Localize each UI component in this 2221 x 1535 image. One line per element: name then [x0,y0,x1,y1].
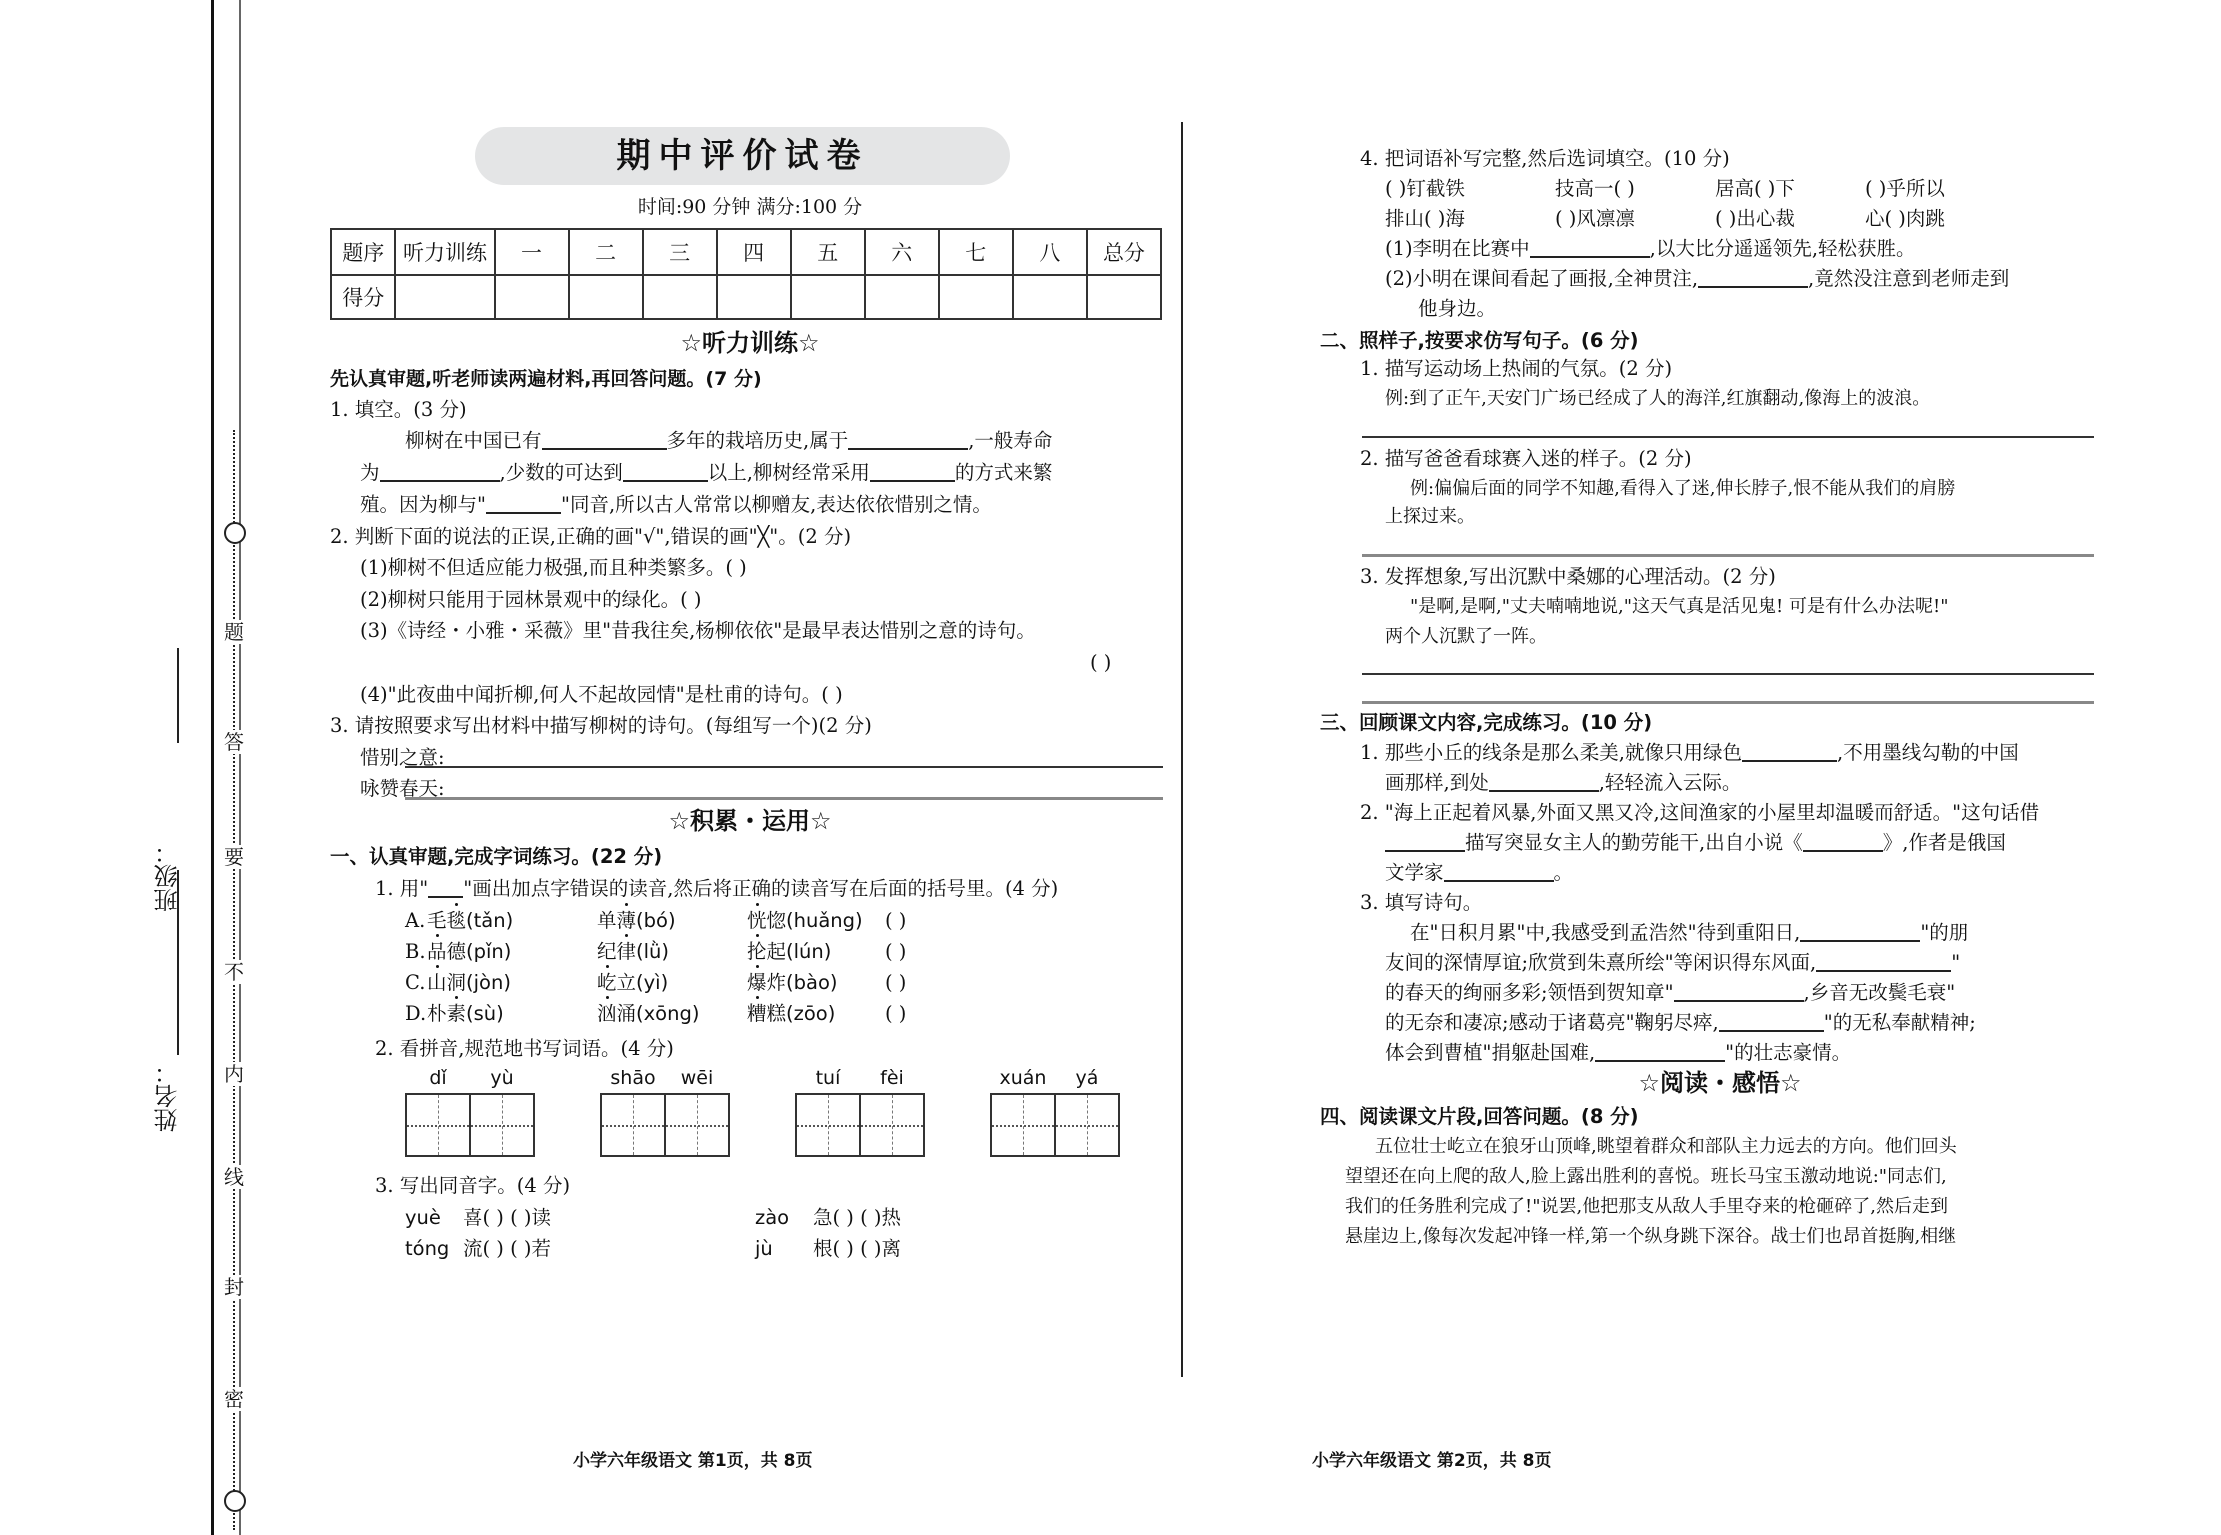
pinyin: tóng [405,1237,450,1260]
pinyin-row [405,908,907,934]
fill-blank[interactable] [1698,266,1808,288]
hanzi: 糟 [747,1002,767,1025]
score-cell[interactable] [643,275,717,319]
hanzi: 薄 [616,909,637,932]
text-segment: ,竟然没注意到老师走到 [1808,267,2010,290]
class-label: 班级： [154,840,182,912]
pinyin-label: fèi [880,1067,904,1089]
p2q3-answer-line[interactable] [1362,673,2094,675]
pinyin: (lǜ) [636,940,670,963]
idiom-fill[interactable]: ( )风凛凛 [1555,207,1635,230]
binding-strip [211,0,241,1535]
word-with-pinyin [427,1001,504,1027]
idiom-fill[interactable]: ( )出心裁 [1715,207,1795,230]
fill-blank[interactable] [542,428,667,450]
p2q1-title: 1. 描写运动场上热闹的气氛。(2 分) [1360,357,1673,380]
fill-blank[interactable] [380,460,500,482]
score-cell[interactable] [939,275,1013,319]
p3q2-line3 [1385,860,1573,886]
tianzige-box[interactable] [405,1093,471,1157]
word-with-pinyin [597,908,676,934]
seal-char: 不 [224,960,244,984]
fill-blank[interactable] [1595,1040,1725,1062]
tianzige-box[interactable] [600,1093,666,1157]
pinyin-row [405,939,907,965]
text-segment: 体会到曹植"捐躯赴国难, [1385,1041,1596,1064]
seal-char: 要 [224,845,244,869]
score-table-header-cell: 四 [717,229,791,275]
text-segment: ,不用墨线勾勒的中国 [1837,741,2019,764]
pinyin: yuè [405,1206,441,1229]
p2q1-example: 例:到了正午,天安门广场已经成了人的海洋,红旗翻动,像海上的波浪。 [1385,388,1931,409]
p1q4-sentence-2 [1385,266,2009,292]
q2-item: (1)柳树不但适应能力极强,而且种类繁多。( ) [360,556,747,579]
text-segment: "的壮志豪情。 [1725,1041,1852,1064]
hanzi: 素 [446,1002,467,1025]
p1q4-title: 4. 把词语补写完整,然后选词填空。(10 分) [1360,147,1730,170]
seal-char: 答 [224,730,244,754]
class-field[interactable] [177,648,179,743]
word-with-pinyin [597,1001,699,1027]
word-with-pinyin [597,939,669,965]
p2q2-title: 2. 描写爸爸看球赛入迷的样子。(2 分) [1360,447,1692,470]
homophone-fill[interactable]: 流( ) ( )若 [463,1237,552,1260]
p1q1-title-start: 1. 用" [375,877,429,900]
hanzi: 毯 [446,909,467,932]
text-segment: 多年的栽培历史,属于 [666,429,849,452]
score-cell[interactable] [495,275,569,319]
fill-blank[interactable] [1800,920,1920,942]
p2q2-answer-line[interactable] [1362,554,2094,557]
pinyin: (lún) [786,940,832,963]
fill-blank[interactable] [848,428,968,450]
fill-blank[interactable] [623,460,708,482]
word-with-pinyin [597,970,668,996]
score-table-header-row [331,229,1161,275]
p2q2-example-cont: 上探过来。 [1385,506,1475,527]
hanzi: 山 [427,971,447,994]
pinyin: (huǎng) [786,909,863,932]
score-table-header-cell: 听力训练 [395,229,494,275]
p1q2-title: 2. 看拼音,规范地书写词语。(4 分) [375,1037,674,1060]
text-segment: ,乡音无改鬓毛衰" [1803,981,1956,1004]
p1q4-sentence-1 [1385,236,1916,262]
hanzi: 屹 [597,971,617,994]
underline-sample [428,876,463,898]
pinyin: (bó) [636,909,676,932]
q3-answer-line[interactable] [405,766,1163,768]
score-table-header-cell: 六 [865,229,939,275]
pinyin-label: tuí [815,1067,841,1089]
text-segment: "的朋 [1920,921,1969,944]
seal-char: 线 [224,1165,244,1189]
hanzi: 单 [597,909,617,932]
score-table-header-cell: 一 [495,229,569,275]
pinyin: (zōo) [786,1002,836,1025]
binding-hole-circle-icon [224,1490,246,1512]
q2-item: (2)柳树只能用于园林景观中的绿化。( ) [360,588,702,611]
text-segment: 在"日积月累"中,我感受到孟浩然"待到重阳日, [1410,921,1801,944]
text-segment: 的春天的绚丽多彩;领悟到贺知章" [1385,981,1674,1004]
q2-item: (4)"此夜曲中闻折柳,何人不起故园情"是杜甫的诗句。( ) [360,683,843,706]
p2q2-example: 例:偏偏后面的同学不知趣,看得入了迷,伸长脖子,恨不能从我们的肩膀 [1410,478,1956,499]
row-label: B. [405,940,426,963]
score-table-header-cell: 三 [643,229,717,275]
idiom-fill[interactable]: 居高( )下 [1715,177,1795,200]
homophone-item [405,1236,551,1262]
hanzi: 品 [427,940,447,963]
p3q1-line1 [1360,740,2019,766]
fill-blank[interactable] [1719,1010,1824,1032]
passage-line: 五位壮士屹立在狼牙山顶峰,眺望着群众和部队主力远去的方向。他们回头 [1375,1136,1957,1157]
pinyin: (sù) [466,1002,504,1025]
text-segment: (1)李明在比赛中 [1385,237,1530,260]
listening-intro: 先认真审题,听老师读两遍材料,再回答问题。(7 分) [330,368,762,390]
part1-title: 一、认真审题,完成字词练习。(22 分) [330,845,663,868]
text-segment: 1. 那些小丘的线条是那么柔美,就像只用绿色 [1360,741,1743,764]
p3q3-title: 3. 填写诗句。 [1360,891,1483,914]
homophone-item [405,1205,551,1231]
p3q2-line2 [1385,830,2006,856]
text-segment: 文学家 [1385,861,1444,884]
score-cell[interactable] [791,275,865,319]
footer-page-1: 小学六年级语文 第1页，共 8页 [573,1451,813,1471]
hanzi: 炸 [766,971,787,994]
word-with-pinyin [747,939,831,965]
hanzi: 律 [616,940,637,963]
q1-line1 [405,428,1052,454]
text-segment: ,轻轻流入云际。 [1598,771,1742,794]
q1-title: 1. 填空。(3 分) [330,398,467,421]
score-cell[interactable] [865,275,939,319]
q2-answer-paren[interactable]: ( ) [1090,651,1112,674]
hanzi: 纪 [597,940,617,963]
hanzi: 毛 [427,909,447,932]
p1q4-sentence-2-cont: 他身边。 [1418,297,1497,320]
text-segment: 的方式来繁 [954,461,1053,484]
p2q1-answer-line[interactable] [1362,436,2094,438]
p1q1-title-end: "画出加点字错误的读音,然后将正确的读音写在后面的括号里。(4 分) [463,877,1059,900]
text-segment: 》,作者是俄国 [1882,831,2006,854]
text-segment: 柳树在中国已有 [405,429,542,452]
section-title-reading: ☆阅读・感悟☆ [1638,1069,1802,1097]
q3-label-spring: 咏赞春天: [360,777,445,800]
word-with-pinyin [747,1001,835,1027]
seal-char: 内 [224,1062,244,1086]
tianzige-box[interactable] [990,1093,1056,1157]
q3-answer-line[interactable] [405,797,1163,800]
pinyin-label: xuán [999,1067,1047,1089]
text-segment: ,以大比分遥遥领先,轻松获胜。 [1649,237,1916,260]
idiom-fill[interactable]: 心( )肉跳 [1865,207,1945,230]
pinyin-label: yá [1075,1067,1099,1089]
word-with-pinyin [427,970,511,996]
pinyin-label: yù [490,1067,514,1089]
idiom-fill[interactable]: ( )钉截铁 [1385,177,1465,200]
fill-blank[interactable] [1489,770,1599,792]
score-cell[interactable] [569,275,643,319]
hanzi: 爆 [747,971,767,994]
score-table-header-cell: 五 [791,229,865,275]
score-table [330,228,1162,320]
p1q1-title [375,876,1058,902]
section-title-accumulation: ☆积累・运用☆ [668,807,832,835]
pinyin: (bào) [786,971,838,994]
homophone-fill[interactable]: 根( ) ( )离 [813,1237,902,1260]
exam-subtitle: 时间:90 分钟 满分:100 分 [637,196,863,218]
hanzi: 涌 [616,1002,637,1025]
score-cell[interactable] [395,275,494,319]
text-segment: ,一般寿命 [968,429,1053,452]
pinyin-row [405,970,907,996]
q3-title: 3. 请按照要求写出材料中描写柳树的诗句。(每组写一个)(2 分) [330,714,872,737]
fill-blank[interactable] [1816,950,1951,972]
pinyin: (jòn) [466,971,511,994]
row-label: D. [405,1002,427,1025]
pinyin: jù [755,1237,773,1260]
tianzige-box[interactable] [1054,1093,1120,1157]
hanzi: 德 [446,940,467,963]
score-table-header-cell: 题序 [331,229,395,275]
score-table-header-cell: 七 [939,229,1013,275]
p2q3-quote: "是啊,是啊,"丈夫喃喃地说,"这天气真是活见鬼! 可是有什么办法呢!" [1410,596,1949,617]
text-segment: 友间的深情厚谊;欣赏到朱熹所绘"等闲识得东风面, [1385,951,1817,974]
part2-title: 二、照样子,按要求仿写句子。(6 分) [1320,329,1639,352]
name-field[interactable] [177,870,179,1055]
score-table-score-row [331,275,1161,319]
fill-blank[interactable] [1385,830,1465,852]
homophone-fill[interactable]: 喜( ) ( )读 [463,1206,552,1229]
text-segment: 以上,柳树经常采用 [707,461,870,484]
score-row-label: 得分 [331,275,395,319]
answer-paren[interactable]: ( ) [885,940,907,963]
homophone-fill[interactable]: 急( ) ( )热 [813,1206,902,1229]
text-segment: ,少数的可达到 [499,461,623,484]
fill-blank[interactable] [1530,236,1650,258]
answer-paren[interactable]: ( ) [885,971,907,994]
word-with-pinyin [747,908,863,934]
fill-blank[interactable] [1674,980,1804,1002]
hanzi: 抡 [747,940,767,963]
part3-title: 三、回顾课文内容,完成练习。(10 分) [1320,711,1653,734]
text-segment: "同音,所以古人常常以柳赠友,表达依依惜别之情。 [560,493,992,516]
answer-paren[interactable]: ( ) [885,1002,907,1025]
row-label: A. [405,909,426,932]
seal-char: 密 [224,1387,244,1411]
text-segment: 为 [360,461,380,484]
section-title-listening: ☆听力训练☆ [680,329,820,357]
passage-line: 我们的任务胜利完成了!"说罢,他把那支从敌人手里夺来的枪砸碎了,然后走到 [1345,1196,1948,1217]
idiom-fill[interactable]: 排山( )海 [1385,207,1465,230]
pinyin-label: shāo [610,1067,656,1089]
fill-blank[interactable] [1742,740,1837,762]
p3q2-line1: 2. "海上正起着风暴,外面又黑又冷,这间渔家的小屋里却温暖而舒适。"这句话借 [1360,801,2040,824]
text-segment: 殖。因为柳与" [360,493,486,516]
poem-line [1410,920,1968,946]
p2q3-quote-cont: 两个人沉默了一阵。 [1385,626,1547,647]
q3-label-farewell: 惜别之意: [360,746,445,769]
score-cell[interactable] [1013,275,1087,319]
hanzi: 恍 [747,909,767,932]
pinyin: (xōng) [636,1002,700,1025]
page-divider [1181,122,1183,1377]
tianzige-box[interactable] [859,1093,925,1157]
word-with-pinyin [747,970,838,996]
tianzige-box[interactable] [469,1093,535,1157]
pinyin-row [405,1001,907,1027]
q2-item: (3)《诗经・小雅・采薇》里"昔我往矣,杨柳依依"是最早表达惜别之意的诗句。 [360,619,1036,642]
score-table-header-cell: 八 [1013,229,1087,275]
text-segment: 的无奈和凄凉;感动于诸葛亮"鞠躬尽瘁, [1385,1011,1719,1034]
p1q3-title: 3. 写出同音字。(4 分) [375,1174,571,1197]
pinyin: (tǎn) [466,909,514,932]
footer-page-2: 小学六年级语文 第2页，共 8页 [1312,1451,1552,1471]
binding-hole-circle-icon [224,522,246,544]
passage-line: 望望还在向上爬的敌人,脸上露出胜利的喜悦。班长马宝玉激动地说:"同志们, [1345,1166,1947,1187]
pinyin: (pǐn) [466,940,512,963]
name-label: 姓名： [154,1060,182,1132]
p2q3-title: 3. 发挥想象,写出沉默中桑娜的心理活动。(2 分) [1360,565,1776,588]
p3q1-line2 [1385,770,1741,796]
tianzige-box[interactable] [664,1093,730,1157]
answer-paren[interactable]: ( ) [885,909,907,932]
p2q3-answer-line[interactable] [1362,701,2094,704]
text-segment: 。 [1553,861,1574,884]
passage-line: 悬崖边上,像每次发起冲锋一样,第一个纵身跳下深谷。战士们也昂首挺胸,相继 [1345,1226,1957,1247]
word-with-pinyin [427,908,513,934]
score-table-header-cell: 二 [569,229,643,275]
poem-line [1385,1010,1976,1036]
text-segment: 描写突显女主人的勤劳能干,出自小说《 [1465,831,1803,854]
hanzi: 汹 [597,1002,617,1025]
text-segment: "的无私奉献精神; [1823,1011,1976,1034]
idiom-fill[interactable]: 技高一( ) [1555,177,1635,200]
seal-char: 封 [224,1275,244,1299]
fill-blank[interactable] [870,460,955,482]
q2-title: 2. 判断下面的说法的正误,正确的画"√",错误的画"╳"。(2 分) [330,525,852,548]
poem-line [1385,950,1960,976]
text-segment: " [1951,951,1961,974]
idiom-fill[interactable]: ( )乎所以 [1865,177,1945,200]
part4-title: 四、阅读课文片段,回答问题。(8 分) [1320,1105,1639,1128]
fill-blank[interactable] [486,492,561,514]
pinyin: (yì) [636,971,669,994]
row-label: C. [405,971,426,994]
tianzige-box[interactable] [795,1093,861,1157]
text-segment: (2)小明在课间看起了画报,全神贯注, [1385,267,1699,290]
seal-char: 题 [224,620,244,644]
fill-blank[interactable] [1444,860,1554,882]
q1-line2 [360,460,1052,486]
hanzi: 立 [616,971,637,994]
homophone-item [755,1205,901,1231]
pinyin: zào [755,1206,790,1229]
word-with-pinyin [427,939,511,965]
pinyin-label: dǐ [429,1067,447,1089]
score-cell[interactable] [717,275,791,319]
poem-line [1385,1040,1851,1066]
q1-line3 [360,492,992,518]
text-segment: 画那样,到处 [1385,771,1489,794]
homophone-item [755,1236,901,1262]
exam-title: 期中评价试卷 [475,127,1010,185]
hanzi: 糕 [766,1002,787,1025]
score-cell[interactable] [1087,275,1161,319]
fill-blank[interactable] [1803,830,1883,852]
hanzi: 洞 [446,971,467,994]
hanzi: 朴 [427,1002,447,1025]
pinyin-label: wēi [680,1067,714,1089]
hanzi: 起 [766,940,787,963]
poem-line [1385,980,1955,1006]
score-table-header-cell: 总分 [1087,229,1161,275]
hanzi: 惚 [766,909,787,932]
